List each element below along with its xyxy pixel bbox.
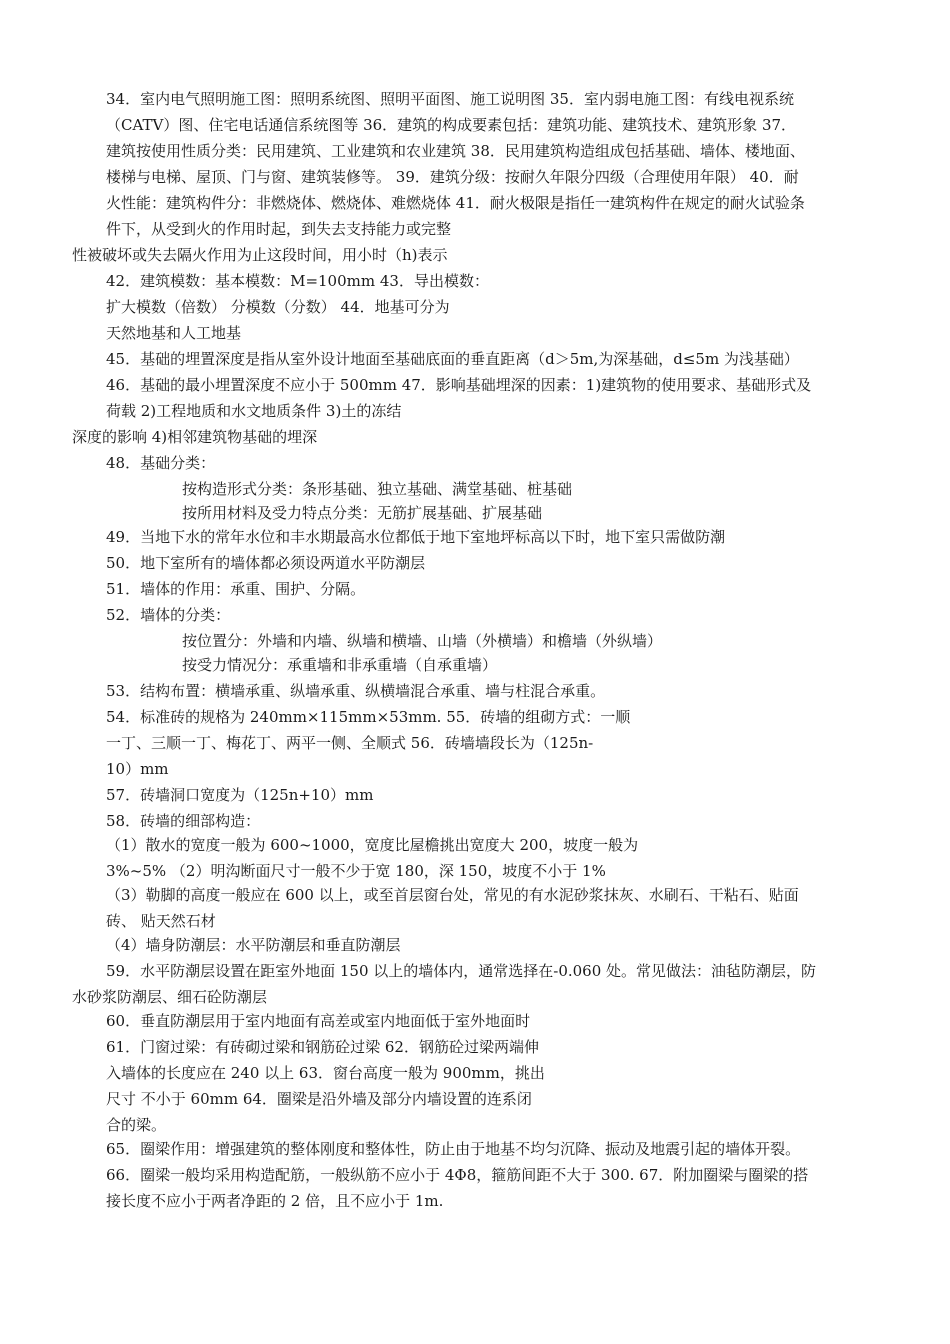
text-line: 尺寸 不小于 60mm 64．圈梁是沿外墙及部分内墙设置的连系闭 — [106, 1090, 532, 1108]
text-line: 水砂浆防潮层、细石砼防潮层 — [72, 988, 268, 1006]
text-line: 扩大模数（倍数） 分模数（分数） 44．地基可分为 — [106, 298, 450, 316]
text-line: 57．砖墙洞口宽度为（125n+10）mm — [106, 786, 374, 804]
text-line: 荷载 2)工程地质和水文地质条件 3)土的冻结 — [106, 402, 402, 420]
text-line: 入墙体的长度应在 240 以上 63．窗台高度一般为 900mm，挑出 — [106, 1064, 545, 1082]
text-line: 42．建筑模数：基本模数：M=100mm 43．导出模数： — [106, 272, 489, 290]
text-line: 性被破坏或失去隔火作用为止这段时间，用小时（h)表示 — [72, 246, 448, 264]
text-line: 60．垂直防潮层用于室内地面有高差或室内地面低于室外地面时 — [106, 1012, 531, 1030]
text-line: 45．基础的埋置深度是指从室外设计地面至基础底面的垂直距离（d＞5m,为深基础，d≤5m 为浅基础） — [106, 350, 799, 368]
text-line: 54．标准砖的规格为 240mm×115mm×53mm. 55．砖墙的组砌方式：一顺 — [106, 708, 631, 726]
text-line: 按受力情况分：承重墙和非承重墙（自承重墙） — [182, 656, 498, 674]
text-line: 一丁、三顺一丁、梅花丁、两平一侧、全顺式 56．砖墙墙段长为（125n- — [106, 734, 594, 752]
text-line: 按所用材料及受力特点分类：无筋扩展基础、扩展基础 — [182, 504, 543, 522]
text-line: 按构造形式分类：条形基础、独立基础、满堂基础、桩基础 — [182, 480, 573, 498]
text-line: 楼梯与电梯、屋顶、门与窗、建筑装修等。 39．建筑分级：按耐久年限分四级（合理使用年限） 40．耐 — [106, 168, 799, 186]
text-line: 65．圈梁作用：增强建筑的整体刚度和整体性，防止由于地基不均匀沉降、振动及地震引起的墙体开裂。 — [106, 1140, 801, 1158]
text-line: 天然地基和人工地基 — [106, 324, 242, 342]
text-line: 34．室内电气照明施工图：照明系统图、照明平面图、施工说明图 35．室内弱电施工图：有线电视系统 — [106, 90, 794, 108]
text-line: 合的梁。 — [106, 1116, 167, 1134]
text-line: 48．基础分类： — [106, 454, 216, 472]
text-line: 61．门窗过梁：有砖砌过梁和钢筋砼过梁 62．钢筋砼过梁两端伸 — [106, 1038, 539, 1056]
text-line: 件下，从受到火的作用时起，到失去支持能力或完整 — [106, 220, 452, 238]
text-line: 接长度不应小于两者净距的 2 倍，且不应小于 1m. — [106, 1192, 444, 1210]
text-line: 深度的影响 4)相邻建筑物基础的埋深 — [72, 428, 318, 446]
text-line: （4）墙身防潮层：水平防潮层和垂直防潮层 — [106, 936, 401, 954]
text-line: （CATV）图、住宅电话通信系统图等 36．建筑的构成要素包括：建筑功能、建筑技术、建筑形象 37． — [106, 116, 797, 134]
text-line: 3%~5% （2）明沟断面尺寸一般不少于宽 180，深 150，坡度不小于 1% — [106, 862, 606, 880]
text-line: 建筑按使用性质分类：民用建筑、工业建筑和农业建筑 38．民用建筑构造组成包括基础、墙体、楼地面、 — [106, 142, 805, 160]
text-line: 砖、 贴天然石材 — [106, 912, 216, 930]
text-line: 火性能：建筑构件分：非燃烧体、燃烧体、难燃烧体 41．耐火极限是指任一建筑构件在规定的耐火试验条 — [106, 194, 805, 212]
text-line: 按位置分：外墙和内墙、纵墙和横墙、山墙（外横墙）和檐墙（外纵墙） — [182, 632, 663, 650]
text-line: 52．墙体的分类： — [106, 606, 231, 624]
text-line: 51．墙体的作用：承重、围护、分隔。 — [106, 580, 366, 598]
text-line: 58．砖墙的细部构造： — [106, 812, 261, 830]
text-line: 49．当地下水的常年水位和丰水期最高水位都低于地下室地坪标高以下时，地下室只需做防潮 — [106, 528, 726, 546]
text-line: （3）勒脚的高度一般应在 600 以上，或至首层窗台处，常见的有水泥砂浆抹灰、水刷石、干粘石、贴面 — [106, 886, 799, 904]
text-line: 59．水平防潮层设置在距室外地面 150 以上的墙体内，通常选择在-0.060 处。常见做法：油毡防潮层，防 — [106, 962, 817, 980]
text-line: 53．结构布置：横墙承重、纵墙承重、纵横墙混合承重、墙与柱混合承重。 — [106, 682, 606, 700]
text-line: 50．地下室所有的墙体都必须设两道水平防潮层 — [106, 554, 426, 572]
text-line: 66．圈梁一般均采用构造配筋，一般纵筋不应小于 4Φ8，箍筋间距不大于 300. 67．附加圈梁与圈梁的搭 — [106, 1166, 809, 1184]
text-line: 10）mm — [106, 760, 169, 778]
text-line: 46．基础的最小埋置深度不应小于 500mm 47．影响基础埋深的因素：1)建筑物的使用要求、基础形式及 — [106, 376, 812, 394]
text-line: （1）散水的宽度一般为 600~1000，宽度比屋檐挑出宽度大 200，坡度一般为 — [106, 836, 639, 854]
